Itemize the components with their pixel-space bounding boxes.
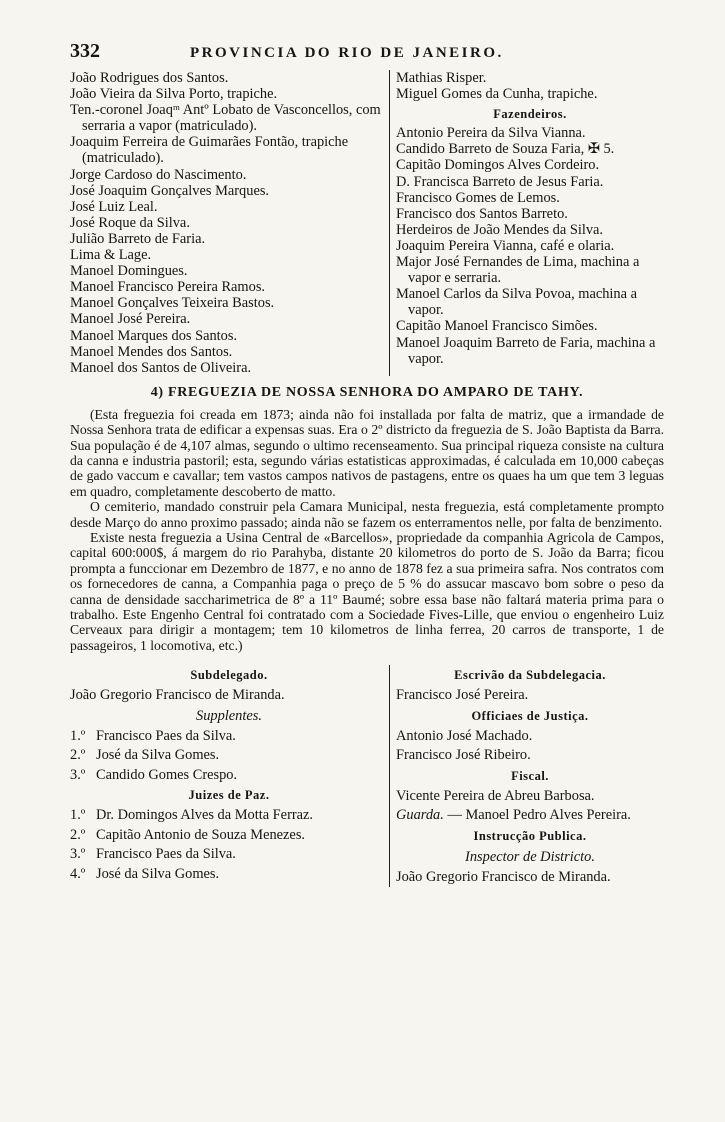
list-name: Dr. Domingos Alves da Motta Ferraz. [96, 807, 314, 824]
list-name: Candido Gomes Crespo. [96, 766, 238, 783]
list-number: 4.º [70, 865, 86, 882]
page-header [70, 40, 664, 70]
guarda-label: Guarda. [396, 807, 444, 824]
list-number: 1.º [70, 807, 86, 824]
section-title: 4) FREGUEZIA DE NOSSA SENHORA DO AMPARO DE TAHY. [150, 384, 584, 400]
subdelegado-heading: Subdelegado. [190, 668, 268, 683]
list-item: João Rodrigues dos Santos. [70, 70, 229, 86]
list-item: Manoel Joaquim Barreto de Faria, machina a vapor. [396, 334, 656, 367]
list-item: Mathias Risper. [396, 70, 487, 86]
running-title: PROVINCIA DO RIO DE JANEIRO. [190, 45, 504, 61]
officials-right [391, 665, 664, 887]
list-item: Manoel José Pereira. [70, 311, 191, 328]
list-item: José Roque da Silva. [70, 214, 190, 231]
list-item: Jorge Cardoso do Nascimento. [70, 166, 247, 183]
list-item [70, 746, 388, 766]
officials [70, 665, 664, 887]
list-item: Lima & Lage. [70, 247, 152, 264]
list-item: Antonio José Machado. [396, 727, 533, 744]
list-item: José Joaquim Gonçalves Marques. [70, 182, 270, 199]
list-number: 2.º [70, 747, 86, 764]
fazendeiros-heading: Fazendeiros. [493, 107, 567, 122]
list-item: Herdeiros de João Mendes da Silva. [396, 221, 604, 238]
list-item: Candido Barreto de Souza Faria, ✠ 5. [396, 141, 615, 158]
list-item: Manoel Domingues. [70, 263, 188, 280]
escrivao-name: Francisco José Pereira. [396, 687, 529, 704]
list-item: Manoel Carlos da Silva Povoa, machina a vapor. [396, 286, 637, 319]
list-number: 2.º [70, 826, 86, 843]
merchant-list-right [391, 70, 664, 376]
officials-left [70, 665, 388, 887]
juizes-heading: Juizes de Paz. [188, 788, 270, 803]
list-item: Manoel Marques dos Santos. [70, 327, 238, 344]
page [70, 40, 664, 887]
guarda-name: — Manoel Pedro Alves Pereira. [447, 807, 631, 824]
paragraph: Existe nesta freguezia a Usina Central de «Barcellos», propriedade da companhia Agricola de Campos, capital 600:000$, á margem do rio Parahyba, distante 20 kilometros do porto de S. João da Barra; ficou prompta a funccionar em Dezembro de 1877, e no anno de 1878 fez a sua primeira safra. Nos contratos com os fornecedores de canna, a Companhia paga o preço de 5 % do assucar mascavo bom sobre o peso da canna de densidade saccharimetrica de 8º a 11º Baumé; sobre essa base não faltará materia prima para o trabalho. Este Engenho Central foi contratado com a Sociedade Fives-Lille, que enviou o engenheiro Luiz Cerveaux para dirigir a montagem; tem 10 kilometros de linha ferrea, 20 carros de transporte, 1 de passageiros, 1 locomotiva, etc.) [70, 530, 664, 653]
page-number: 332 [70, 40, 100, 62]
merchant-list-left [70, 70, 388, 376]
column-divider [389, 70, 390, 376]
list-item [70, 727, 388, 747]
list-name: Capitão Antonio de Souza Menezes. [96, 826, 306, 843]
inspector-name: João Gregorio Francisco de Miranda. [396, 868, 611, 885]
list-name: Francisco Paes da Silva. [96, 846, 236, 863]
fiscal-heading: Fiscal. [511, 768, 549, 783]
list-item [70, 845, 388, 865]
supplentes-heading: Supplentes. [196, 707, 262, 724]
list-item: Francisco José Ribeiro. [396, 747, 531, 764]
top-lists [70, 70, 664, 376]
list-item: Francisco dos Santos Barreto. [396, 205, 568, 222]
list-item: Joaquim Ferreira de Guimarães Fontão, trapiche (matriculado). [70, 134, 349, 167]
list-number: 1.º [70, 727, 86, 744]
list-number: 3.º [70, 846, 86, 863]
paragraph: O cemiterio, mandado construir pela Camara Municipal, nesta freguezia, está completamente prompto desde Março do anno proximo passado; ainda não se fazem os enterramentos nelle, por falta de benzimento. [70, 499, 664, 530]
list-item: Major José Fernandes de Lima, machina a vapor e serraria. [396, 254, 640, 287]
list-item: D. Francisca Barreto de Jesus Faria. [396, 173, 604, 190]
list-item: Antonio Pereira da Silva Vianna. [396, 125, 586, 142]
list-item [70, 865, 388, 885]
list-name: Francisco Paes da Silva. [96, 727, 236, 744]
list-item: Joaquim Pereira Vianna, café e olaria. [396, 237, 615, 254]
guarda-line [396, 806, 664, 826]
list-item: Francisco Gomes de Lemos. [396, 189, 560, 206]
list-item [70, 806, 388, 826]
inspector-heading: Inspector de Districto. [465, 848, 595, 865]
list-item: José Luiz Leal. [70, 198, 158, 215]
escrivao-heading: Escrivão da Subdelegacia. [454, 668, 606, 683]
instruccao-heading: Instrucção Publica. [473, 828, 587, 843]
list-item: Manoel dos Santos de Oliveira. [70, 359, 252, 376]
list-item: Manoel Gonçalves Teixeira Bastos. [70, 295, 275, 312]
list-item: Ten.-coronel Joaqᵐ Antº Lobato de Vasconcellos, com serraria a vapor (matriculado). [70, 102, 381, 135]
list-item: Julião Barreto de Faria. [70, 230, 206, 247]
list-item: João Vieira da Silva Porto, trapiche. [70, 86, 278, 103]
list-item: Capitão Domingos Alves Cordeiro. [396, 157, 600, 174]
list-item: Miguel Gomes da Cunha, trapiche. [396, 86, 598, 103]
column-divider [389, 665, 390, 887]
list-item [70, 766, 388, 786]
list-name: José da Silva Gomes. [96, 865, 220, 882]
subdelegado-name: João Gregorio Francisco de Miranda. [70, 687, 285, 704]
fiscal-name: Vicente Pereira de Abreu Barbosa. [396, 787, 595, 804]
list-item [70, 826, 388, 846]
list-number: 3.º [70, 766, 86, 783]
officiaes-heading: Officiaes de Justiça. [471, 708, 589, 723]
list-item: Manoel Mendes dos Santos. [70, 343, 233, 360]
list-name: José da Silva Gomes. [96, 747, 220, 764]
list-item: Manoel Francisco Pereira Ramos. [70, 279, 266, 296]
paragraph: (Esta freguezia foi creada em 1873; ainda não foi installada por falta de matriz, que a irmandade de Nossa Senhora trata de edificar a expensas suas. Era o 2º districto da freguezia de S. João Baptista da Barra. Sua população é de 4,107 almas, segundo o ultimo recenseamento. Sua principal riqueza consiste na cultura da canna e industria pastoril; esta, segundo várias estatisticas approximadas, é calculada em 10,000 cabeças de gado vaccum e cavallar; tem vastos campos nativos de pastagens, entre os quaes ha um que tem 3 leguas em quadro, completamente descoberto de matto. [70, 406, 664, 499]
list-item: Capitão Manoel Francisco Simões. [396, 318, 598, 335]
